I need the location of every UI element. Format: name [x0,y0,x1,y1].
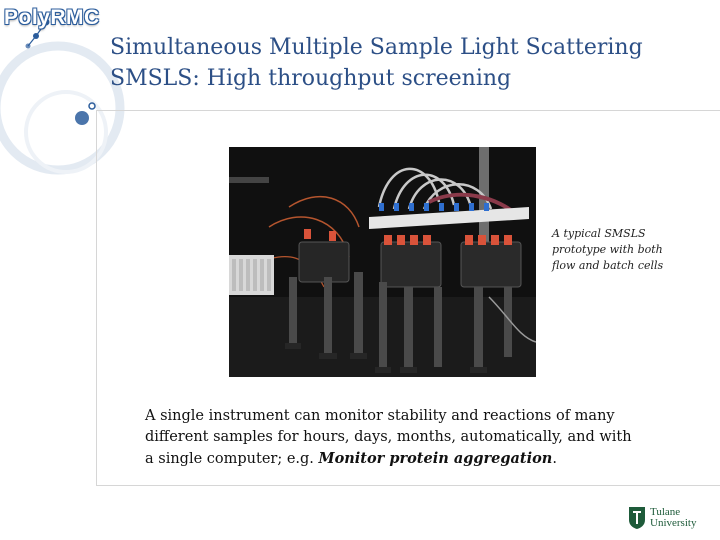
body-paragraph [145,406,705,470]
figure-caption-line-1: A typical SMSLS [552,227,646,240]
polyrmc-logo: PolyRMC [4,6,100,29]
body-emphasis: Monitor protein aggregation [318,450,553,467]
tulane-wordmark-line-2: University [650,517,697,529]
body-line-3-text: a single computer; e.g. [145,451,319,467]
figure-caption-line-2: prototype with both [552,243,663,256]
slide-title-line-1: Simultaneous Multiple Sample Light Scattering [110,35,643,60]
slide-title [110,32,715,94]
body-line-3 [145,448,705,470]
figure-caption [552,226,702,274]
tulane-wordmark-line-1: Tulane [650,506,681,518]
slide-title-line-2: SMSLS: High throughput screening [110,66,512,91]
smsls-prototype-illustration [229,147,536,377]
figure-caption-line-3: flow and batch cells [552,259,664,272]
tulane-logo [628,504,696,532]
body-line-3-period: . [552,451,557,467]
tulane-shield-icon [628,506,646,530]
body-line-2: different samples for hours, days, months, automatically, and with [145,429,632,445]
tulane-wordmark [650,507,696,529]
body-line-1: A single instrument can monitor stability and reactions of many [145,408,615,424]
smsls-prototype-photo [229,147,536,377]
